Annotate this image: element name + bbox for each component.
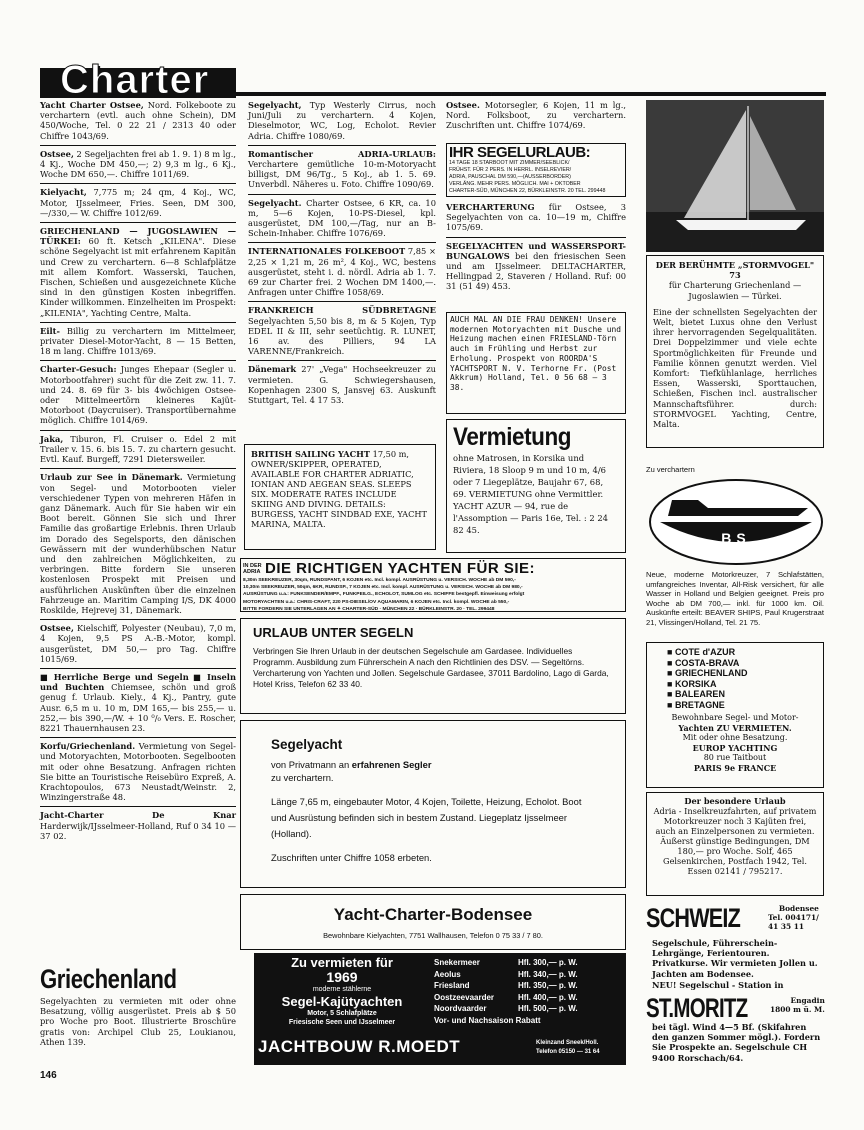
ad-text: Vermietung von Segel- und Motorbooten vieler verschiedener Typen von mehreren Häfen in ganz Dänemark. Auch für Sie haben wir ein Boot bereit. Gönnen Sie sich und Ihrer Familie das großartige Erlebnis. Ihren Urlaub im Dorado des Segelsports, den dänischen Gewässern mit der wunderhübschen Natur und den zahlreichen Möglichkeiten, zu verbringen. Bitte fordern Sie unseren kostenlosen Prospekt mit Preisen und ausführlichen Auskünften über die einzelnen Fahrzeuge an. Maritim Camping I/S, DK 4000 Roskilde, Hejrevej 31, Dänemark.: [40, 472, 236, 615]
british-title: BRITISH SAILING YACHT: [251, 449, 371, 459]
ad-text: 27' „Vega" Hochseekreuzer zu vermieten. G. Schwiegershausen, Kopenhagen 2300 S, Jansvej 63. Auskunft Stuttgart, Tel. 4 17 53.: [248, 364, 436, 406]
column-1: [40, 100, 236, 845]
boat-price: Hfl. 350,— p. W.: [518, 981, 578, 990]
griechenland-title: Griechenland: [40, 964, 177, 994]
bs-logo-text: BS: [721, 530, 751, 546]
price-row: [434, 1003, 624, 1015]
classified-ad: [248, 364, 436, 405]
europ-destination: [667, 700, 817, 711]
europ-destination: [667, 668, 817, 679]
divider: [248, 145, 436, 146]
europ-destination: [667, 658, 817, 669]
classified-ad: [248, 246, 436, 297]
divider: [248, 360, 436, 361]
column-3b: [446, 202, 626, 296]
segelurlaub-line: VERLÄNG. MEHR PERS. MÖGLICH. MAI + OKTOBER: [449, 181, 581, 187]
richtigen-line: 10,30m SEEKREUZER, 50qm, 6KR, RUNDSP., 7 KOJEN etc. Incl. kompl. AUSRÜSTUNG u. VERSICH. WOCHE ab DM 980,-: [243, 585, 523, 591]
moedt-brand: JACHTBOUW R.MOEDT: [258, 1037, 461, 1056]
divider: [40, 806, 236, 807]
moedt-footer: Vor- und Nachsaison Rabatt: [434, 1016, 541, 1025]
stormvogel-ad: [646, 255, 824, 448]
moedt-contact1: Kleinzand Sneek/Holl.: [536, 1040, 599, 1046]
bs-logo: [648, 478, 824, 566]
classified-ad: [40, 623, 236, 664]
ad-text: Kielschiff, Polyester (Neubau), 7,0 m, 4 Kojen, 9,5 PS A.-B.-Motor, kompl. ausgerüstet, DM 50,— pro Tag. Chiffre 1015/69.: [40, 623, 236, 664]
ad-text: für Ostsee, 3 Segelyachten von ca. 10—19 m, Chiffre 1075/69.: [446, 202, 626, 233]
divider: [40, 430, 236, 431]
bs-text: Neue, moderne Motorkreuzer, 7 Schlafstätten, umfangreiches Inventar, All-Risk versichert, für alle Wasser in Holland und Belgien geeignet. Preis pro Woche ab DM 700,— inkl. für 1000 km. Oil. Auskünfte erteilt: BEAVER SHIPS, Paul Krugerstraat 21, Vlissingen/Holland, Tel. 21 75.: [646, 570, 824, 627]
boat-price: Hfl. 400,— p. W.: [518, 992, 578, 1002]
segelyacht-line1b: erfahrenen Segler: [351, 759, 432, 770]
vermietung-ad: [446, 419, 626, 553]
stmoritz-ad: [646, 992, 826, 1063]
ad-text: Segelyachten 5,50 bis 8, m & 5 Kojen, Typ EDEL II & III, sehr seetüchtig. R. LUNET, 16 av. des Pilliers, 94 LA VARENNE/Frankreich.: [248, 315, 436, 357]
adria-text: Adria - Inselkreuzfahrten, auf privatem Motorkreuzer noch 3 Kajüten frei, auch an Einzelpersonen zu vermieten. Äußerst günstige Bedingungen, DM 180,— pro Woche. Solf, 465 Gelsenkirchen, Postfach 1942, Tel. Essen 02141 / 795217.: [653, 806, 817, 876]
urlaub-segeln-text: Verbringen Sie Ihren Urlaub in der deutschen Segelschule am Gardasee. Individuelles Programm. Ausbildung zum Führerschein A nach den Richtlinien des DSV. — Segeltörns. Vercharterung von Yachten und Jollen. Segelschule Gardasee, 37011 Bardolino, Lago di Garda, Hotel Kriss, Telefon 62 33 40.: [253, 646, 609, 689]
column-3: [446, 100, 626, 135]
ad-text: 60 ft. Ketsch „KILENA". Diese schöne Segelyacht ist mit erfahrenem Kapitän und Crew zu verchartern. 6—8 Schlafplätze mit allem Komfort. Wasserski, Tauchen, Fischen, Schießen und ausgezeichnete Küche sind in den günstigen Kosten inbegriffen. Kinder willkommen. Einzelheiten im Prospekt: „KILENIA", Yachting Centre, Malta.: [40, 236, 236, 318]
divider: [248, 194, 436, 195]
segelyacht-ad: [240, 720, 626, 888]
classified-ad: [40, 226, 236, 318]
segelyacht-chiffre: Zuschriften unter Chiffre 1058 erbeten.: [271, 852, 432, 863]
richtigen-ad: [240, 558, 626, 612]
moedt-ad: [254, 953, 626, 1065]
ad-lead: FRANKREICH SÜDBRETAGNE: [248, 305, 436, 316]
price-row: [434, 980, 624, 992]
ad-text: Typ Westerly Cirrus, noch Juni/Juli zu verchartern. 4 Kojen, Dieselmotor, WC, Log, Echolot. Revier Adria. Chiffre 1080/69.: [248, 100, 436, 141]
moedt-line3: Segel-Kajütyachten: [281, 994, 403, 1009]
europ-l4: EUROP YACHTING: [692, 742, 778, 753]
europ-destination-label: BALEAREN: [674, 689, 725, 700]
classified-ad: [40, 810, 236, 841]
schweiz-side1: Bodensee: [778, 904, 819, 913]
boat-name: Oostzeevaarder: [434, 992, 495, 1002]
europ-destination-label: GRIECHENLAND: [674, 668, 748, 679]
page-title: Charter: [60, 58, 210, 102]
segelurlaub-line: 14 TAGE 18 STARBOOT MIT ZIMMER/SEEBLICK/: [449, 160, 570, 166]
sailboat-photo: [646, 100, 824, 252]
british-ad: [244, 444, 436, 550]
classified-ad: [446, 202, 626, 233]
classified-ad: [446, 241, 626, 292]
divider: [40, 668, 236, 669]
europ-destination-label: BRETAGNE: [674, 699, 725, 710]
ad-lead: Yacht Charter Ostsee,: [40, 100, 144, 110]
ad-lead: VERCHARTERUNG: [446, 202, 535, 212]
boat-price: Hfl. 300,— p. W.: [518, 958, 578, 967]
europ-destination-label: COSTA-BRAVA: [674, 657, 740, 668]
ad-lead: GRIECHENLAND — JUGOSLAWIEN — TÜRKEI:: [40, 226, 236, 247]
griechenland-ad: [40, 964, 236, 1047]
vermietung-text: ohne Matrosen, in Korsika und Riviera, 18 Sloop 9 m und 10 m, 4/6 oder 7 Liegeplätze, Baujahr 67, 68, 69. VERMIETUNG ohne Vermittler. YACHT AZUR — 94, rue de l'Assomption — Paris 16e, Tel. : 2 24 82 45.: [453, 453, 609, 535]
stormvogel-text: Eine der schnellsten Segelyachten der Welt, bietet Luxus ohne den Verlust ihrer hervorragenden Segelqualitäten. Drei Doppelzimmer und viele echte Sportmöglichkeiten für Freunde und Familie können genutzt werden. Viel Komfort: Tiefkühlanlage, herrliches Essen, Wasserski, Sporttauchen, Schießen, Fischen incl. australischer Mannschaftsführer. durch: STORMVOGEL Yachting, Centre, Malta.: [653, 306, 817, 430]
segelyacht-line2: zu verchartern.: [271, 772, 334, 783]
ad-lead: INTERNATIONALES FOLKEBOOT: [248, 246, 406, 257]
stormvogel-title: DER BERÜHMTE „STORMVOGEL" 73: [655, 260, 815, 281]
boat-logo-icon: [648, 478, 824, 566]
column-2: [248, 100, 436, 409]
moedt-line2: moderne stählerne: [312, 986, 372, 993]
price-row: [434, 969, 624, 981]
classified-ad: [40, 672, 236, 733]
ad-lead: Jaka,: [40, 433, 64, 444]
boat-price: Hfl. 340,— p. W.: [518, 969, 578, 979]
divider: [446, 237, 626, 238]
segelurlaub-line: ADRIA, PAUSCHAL DM 590,—(AUSSERBORDER): [449, 174, 571, 180]
ad-text: 2 Segeljachten frei ab 1. 9. 1) 8 m lg., 4 Kj., Woche DM 450,—; 2) 9,3 m lg., 6 Kj., Woche DM 650,—. Chiffre 1011/69.: [40, 148, 236, 180]
boat-price: Hfl. 500,— p. W.: [518, 1004, 578, 1013]
ad-lead: Ostsee,: [40, 148, 74, 159]
stmoritz-side2: 1800 m ü. M.: [770, 1005, 825, 1014]
ad-lead: ■ Herrliche Berge und Segeln ■ Inseln und Buchten: [40, 671, 236, 693]
segelurlaub-ad: [446, 143, 626, 197]
europ-destination: [667, 647, 817, 658]
ad-lead: Segelyacht,: [248, 100, 302, 110]
divider: [248, 242, 436, 243]
ad-text: bei den friesischen Seen und am IJsselmeer. DELTACHARTER, Hellingpad 2, Staveren / Holland. Ruf: 00 31 (51 49) 453.: [446, 250, 626, 292]
classified-ad: [248, 100, 436, 141]
europ-destinations: [653, 647, 817, 711]
divider: [40, 737, 236, 738]
stmoritz-title: ST.MORITZ: [646, 993, 748, 1023]
square-bullet-icon: ■: [667, 647, 675, 657]
europ-destination: [667, 679, 817, 690]
schweiz-side2: Tel. 004171/: [768, 913, 819, 922]
classified-ad: [40, 100, 236, 141]
divider: [248, 301, 436, 302]
classified-ad: [248, 149, 436, 190]
europ-l3: Mit oder ohne Besatzung.: [682, 732, 788, 742]
moedt-line5: Friesische Seen und IJsselmeer: [288, 1019, 396, 1026]
classified-ad: [446, 100, 626, 131]
moedt-line4: Motor, 5 Schlafplätze: [307, 1010, 377, 1017]
richtigen-line: 8,30m SEEKREUZER, 30qm, RUNDSPANT, 6 KOJEN etc. Incl. kompl. AUSRÜSTUNG u. VERSICH. WOCHE ab DM 590,-: [243, 578, 516, 583]
ad-text: Nord. Folkeboote zu verchartern (evtl. auch ohne Schein), DM 450/Woche, Tel. 0 22 21 / 2313 40 oder Chiffre 1043/69.: [40, 100, 237, 141]
schweiz-side3: 41 35 11: [768, 922, 805, 931]
segelyacht-body: Länge 7,65 m, eingebauter Motor, 4 Kojen, Toilette, Heizung, Echolot. Boot und Ausrüstung befinden sich in bestem Zustand. Liegeplatz Ijsselmeer (Holland).: [271, 796, 582, 839]
europ-l2: Yachten ZU VERMIETEN.: [678, 722, 792, 733]
richtigen-line: BITTE FORDERN SIE UNTERLAGEN AN ✦ CHARTER-SÜD · MÜNCHEN 22 · BÜRKLEINSTR. 20 · TEL. 299448: [243, 606, 495, 612]
square-bullet-icon: ■: [667, 689, 675, 700]
boat-name: Snekermeer: [434, 958, 480, 967]
stmoritz-side1: Engadin: [790, 996, 825, 1005]
europ-l1: Bewohnbare Segel- und Motor-: [671, 712, 799, 722]
ad-lead: Ostsee.: [446, 100, 480, 110]
ad-text: Chiemsee, schön und groß genug f. Urlaub. Kiely., 4 Kj., Pantry, gute Ausr. 6,5 m u. 10 m, DM 165,— bis 255,— u. 252,— bis 390,—/W. + 10 ⁰/₀ Vers. E. Roscher, 8221 Thauernhausen 23.: [40, 682, 236, 733]
divider: [40, 468, 236, 469]
richtigen-lines: [243, 577, 623, 613]
ad-lead: Charter-Gesuch:: [40, 364, 117, 375]
ad-lead: Ostsee,: [40, 623, 74, 634]
ad-text: 7,775 m; 24 qm, 4 Koj., WC, Motor, IJsselmeer, Fries. Seen, DM 300,—/330,— W. Chiffre 1012/69.: [40, 187, 236, 218]
ad-lead: Korfu/Griechenland.: [40, 741, 136, 752]
richtigen-title: DIE RICHTIGEN YACHTEN FÜR SIE:: [265, 560, 536, 577]
classified-ad: [40, 149, 236, 180]
ad-text: Vermietung von Segel- und Motoryachten, Motorbooten. Segelbooten mit oder ohne Besatzung. Anfragen richten Sie bitte an Touristische Reisebüro Expreß, A. Krachtopoulos, 673 Neustadt/Weinstr. 2, Winzingerstraße 48.: [40, 741, 236, 803]
ad-lead: Eilt-: [40, 325, 60, 336]
ad-lead: Segelyacht.: [248, 197, 302, 208]
ad-lead: Kielyacht,: [40, 187, 87, 198]
segelyacht-line1a: von Privatmann an: [271, 759, 352, 770]
ad-text: Harderwijk/IJsselmeer-Holland, Ruf 0 34 10 — 37 02.: [40, 820, 236, 841]
segelyacht-title: Segelyacht: [271, 737, 343, 752]
stormvogel-photo: [646, 100, 824, 252]
divider: [40, 183, 236, 184]
moedt-price-list: [434, 957, 624, 1015]
square-bullet-icon: ■: [667, 668, 675, 679]
classified-ad: [40, 472, 236, 615]
richtigen-line: MOTORYACHTEN u.a.: CHRIS-CRAFT, 220 PS-DIESEL/OV AQUAMARIN, 6 KOJEN etc. Incl. kompl. WOCHE ab 550,-: [243, 599, 510, 605]
vermietung-title: Vermietung: [453, 423, 572, 451]
price-row: [434, 992, 624, 1004]
ad-text: Junges Ehepaar (Segler u. Motorbootfahrer) sucht für die Zeit zw. 11. 7. und 24. 8. 69 für 3- bis 4wöchigen Ostsee- oder Mittelmeertörn kleineres Kajüt-Motorboot (Daycruiser). Transportübernahme möglich. Chiffre 1014/69.: [40, 364, 236, 426]
adria-title: Der besondere Urlaub: [684, 796, 786, 806]
classified-ad: [40, 741, 236, 802]
segelurlaub-line: CHARTER-SÜD, MÜNCHEN 22, BÜRKLEINSTR. 20 TEL. 299448: [449, 188, 606, 194]
divider: [40, 360, 236, 361]
europ-destination: [667, 689, 817, 700]
ad-lead: Romantischer ADRIA-URLAUB:: [248, 148, 436, 159]
boat-name: Friesland: [434, 981, 470, 990]
divider: [40, 145, 236, 146]
bodensee-sub: Bewohnbare Kielyachten, 7751 Wallhausen, Telefon 0 75 33 / 7 80.: [323, 931, 543, 940]
bodensee-title: Yacht-Charter-Bodensee: [333, 905, 533, 924]
bodensee-ad: [240, 894, 626, 950]
segelurlaub-title: IHR SEGELURLAUB:: [449, 144, 591, 161]
ad-lead: Jacht-Charter De Knar: [40, 810, 236, 821]
stmoritz-text: bei tägl. Wind 4—5 Bf. (Skifahren den ganzen Sommer mögl.). Fordern Sie Prospekte an. Segelschule CH 9400 Rorschach/64.: [652, 1022, 821, 1063]
schweiz-title: SCHWEIZ: [646, 903, 740, 933]
europ-l6: PARIS 9e FRANCE: [693, 762, 777, 773]
classified-ad: [40, 364, 236, 425]
classified-ad: [248, 305, 436, 356]
richtigen-prefix: IN DER ADRIA: [243, 562, 262, 575]
square-bullet-icon: ■: [667, 699, 675, 710]
boat-name: Aeolus: [434, 969, 461, 979]
europ-destination-label: COTE d'AZUR: [674, 647, 736, 657]
ad-text: Tiburon, Fl. Cruiser o. Edel 2 mit Trailer v. 15. 6. bis 15. 7. zu chartern gesucht. Evtl. Kauf. Burgeff, 7291 Dietersweiler.: [40, 433, 236, 465]
bs-caption: Zu verchartern: [646, 465, 695, 474]
ad-text: 7,85 × 2,25 × 1,21 m, 26 m², 4 Koj., WC, bestens ausgerüstet, steht i. d. nördl. Adria ab 1. 7. 69 zur Charter frei. 2 Wochen DM 1400,—. Anfragen unter Chiffre 1058/69.: [248, 246, 436, 298]
richtigen-line: AUSRÜSTUNG u.a.: FUNKSENDER/EMPF., FUNKPEILG., ECHOLOT, SUMLOG etc. SCHIFFE bestgepfl. Einweisung erfolgt: [243, 592, 525, 598]
ad-lead: Urlaub zur See in Dänemark.: [40, 472, 183, 483]
schweiz-neu: NEU! Segelschul - Station in: [652, 980, 784, 990]
ad-lead: Dänemark: [248, 364, 297, 375]
classified-ad: [248, 198, 436, 239]
ad-lead: SEGELYACHTEN und WASSERSPORT-BUNGALOWS: [446, 240, 626, 261]
classified-ad: [40, 434, 236, 465]
segelurlaub-lines: [449, 160, 623, 195]
moedt-line1: Zu vermieten für: [291, 955, 393, 970]
header-rule: [236, 92, 826, 96]
frau-text: AUCH MAL AN DIE FRAU DENKEN! Unsere modernen Motoryachten mit Dusche und Heizung machen einen FRIESLAND-Törn auch im Frühling und Herbst zur Erholung. Prospekt von ROORDA'S YACHTSPORT N. V. Terhorne Fr. (Post Akkrum) Holland, Tel. 0 56 68 — 3 38.: [450, 315, 622, 392]
classified-ad: [40, 326, 236, 357]
ad-text: Billig zu verchartern im Mittelmeer, privater Diesel-Motor-Yacht, 8 — 15 Betten, 18 m lang. Chiffre 1013/69.: [40, 325, 236, 357]
divider: [40, 322, 236, 323]
urlaub-segeln-title: URLAUB UNTER SEGELN: [253, 625, 414, 640]
classified-ad: [40, 187, 236, 218]
divider: [40, 619, 236, 620]
europ-ad: [646, 642, 824, 788]
price-row: [434, 957, 624, 969]
adria-ad: [646, 792, 824, 896]
page-number: 146: [40, 1070, 57, 1081]
moedt-year: 1969: [326, 969, 358, 985]
stormvogel-sub: für Charterung Griechenland — Jugoslawien — Türkei.: [668, 280, 802, 301]
europ-destination-label: KORSIKA: [674, 678, 717, 689]
ad-text: Verchartere gemütliche 10-m-Motoryacht billigst, DM 96/Tg., 5 Koj., ab 1. 5. 69. Unverbdl. Näheres u. Foto. Chiffre 1090/69.: [248, 159, 436, 190]
british-text: 17,50 m, OWNER/SKIPPER, OPERATED, AVAILABLE FOR CHARTER ADRIATIC, IONIAN AND AEGEAN SEAS. SLEEPS SIX. MODERATE RATES INCLUDE SKIING AND DIVING. DETAILS: BURGESS, YACHT SINDBAD EXE, YACHT MARINA, MALTA.: [251, 449, 427, 529]
boat-name: Noordvaarder: [434, 1004, 487, 1013]
griechenland-text: Segelyachten zu vermieten mit oder ohne Besatzung, völlig ausgerüstet. Preis ab $ 50 pro Woche pro Boot. Illustrierte Broschüre gratis von: Archipel Club 25, Loukianou, Athen 139.: [40, 996, 236, 1047]
urlaub-segeln-ad: [240, 618, 626, 714]
square-bullet-icon: ■: [667, 657, 675, 668]
schweiz-ad: [646, 902, 826, 1002]
divider: [40, 222, 236, 223]
ad-text: Motorsegler, 6 Kojen, 11 m lg., Nord. Folksboot, zu verchartern. Zuschriften unt. Chiffre 1074/69.: [446, 100, 626, 131]
schweiz-text: Segelschule, Führerschein-Lehrgänge, Ferientouren. Privatkurse. Wir vermieten Jollen u. Jachten am Bodensee.: [652, 938, 818, 979]
ad-text: Charter Ostsee, 6 KR, ca. 10 m, 5—6 Kojen, 10-PS-Diesel, kpl. ausgerüstet, DM 100,—/Tag, nur an B-Schein-Inhaber. Chiffre 1076/69.: [248, 197, 436, 239]
square-bullet-icon: ■: [667, 678, 675, 689]
segelurlaub-line: FRÜHST. FÜR 2 PERS. IN HERRL. INSELREVIER/: [449, 167, 572, 173]
moedt-contact2: Telefon 05150 — 31 64: [536, 1049, 600, 1055]
frau-ad: [446, 312, 626, 414]
europ-l5: 80 rue Taitbout: [703, 752, 767, 762]
